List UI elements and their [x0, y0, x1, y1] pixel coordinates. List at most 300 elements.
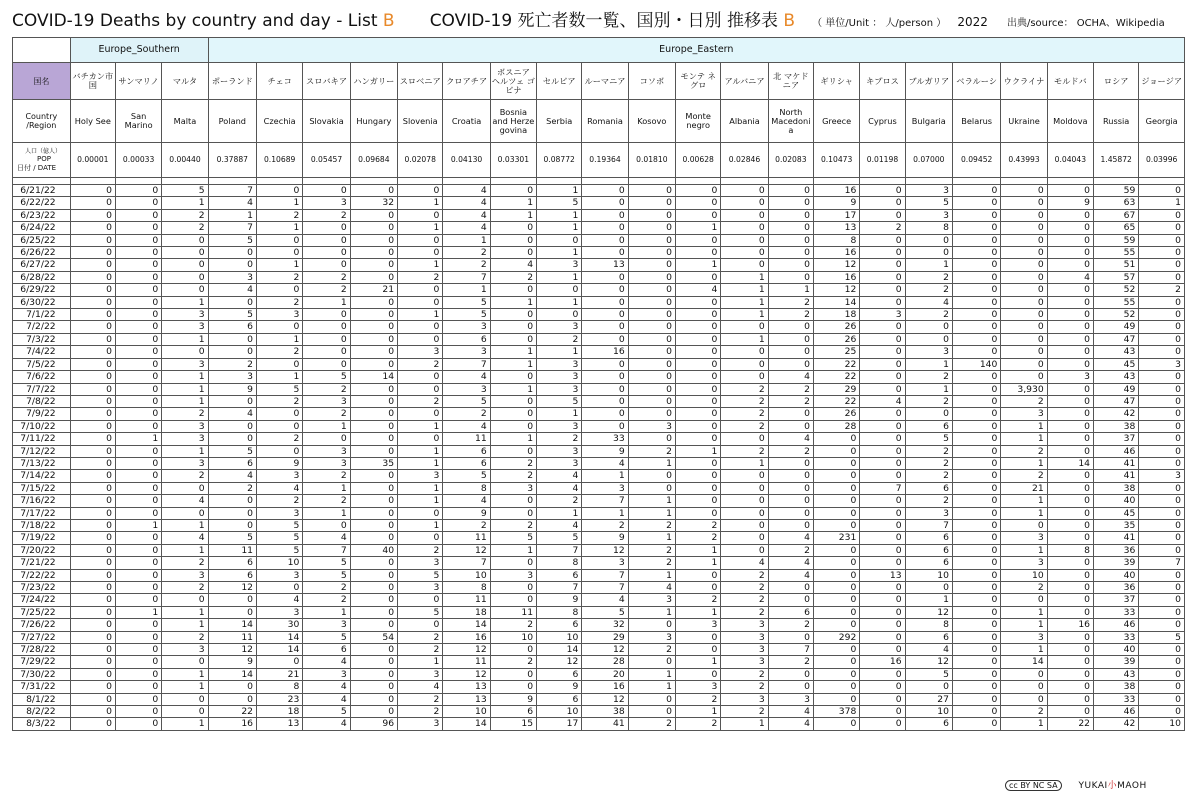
value-cell: 0	[721, 358, 768, 370]
value-cell: 4	[303, 532, 350, 544]
value-cell: 0	[70, 706, 115, 718]
value-cell: 7	[537, 582, 582, 594]
value-cell: 0	[952, 519, 1000, 531]
value-cell: 0	[628, 333, 675, 345]
value-cell: 0	[905, 681, 952, 693]
value-cell: 2	[768, 445, 813, 457]
value-cell: 1	[162, 333, 208, 345]
value-cell: 2	[303, 383, 350, 395]
value-cell: 4	[537, 482, 582, 494]
value-cell: 0	[70, 284, 115, 296]
value-cell: 2	[905, 457, 952, 469]
value-cell: 2	[721, 582, 768, 594]
value-cell: 0	[1047, 582, 1093, 594]
value-cell: 0	[721, 185, 768, 197]
value-cell: 0	[952, 321, 1000, 333]
value-cell: 2	[303, 271, 350, 283]
value-cell: 22	[208, 706, 256, 718]
value-cell: 0	[398, 247, 443, 259]
value-cell: 14	[1001, 656, 1047, 668]
value-cell: 1	[208, 209, 256, 221]
value-cell: 1	[490, 296, 536, 308]
corner-pop-label: 人口（億人）	[25, 148, 62, 155]
value-cell: 12	[582, 693, 628, 705]
value-cell: 14	[208, 619, 256, 631]
value-cell: 42	[1094, 718, 1139, 730]
value-cell: 1	[490, 346, 536, 358]
value-cell: 0	[70, 371, 115, 383]
value-cell: 2	[721, 706, 768, 718]
population-cell: 0.09452	[952, 143, 1000, 178]
value-cell: 0	[1139, 395, 1185, 407]
value-cell: 0	[70, 557, 115, 569]
value-cell: 0	[813, 644, 859, 656]
value-cell: 0	[1047, 433, 1093, 445]
country-en-cell: Moldova	[1047, 100, 1093, 143]
date-cell: 7/9/22	[13, 408, 71, 420]
value-cell: 0	[490, 582, 536, 594]
value-cell: 3	[303, 668, 350, 680]
country-en-cell: Ukraine	[1001, 100, 1047, 143]
value-cell: 0	[1139, 569, 1185, 581]
value-cell: 12	[813, 259, 859, 271]
value-cell: 0	[1047, 594, 1093, 606]
value-cell: 1	[490, 358, 536, 370]
population-cell: 0.10473	[813, 143, 859, 178]
value-cell: 0	[952, 644, 1000, 656]
table-row	[13, 495, 1185, 507]
value-cell: 0	[115, 333, 161, 345]
value-cell: 0	[490, 321, 536, 333]
value-cell: 0	[162, 706, 208, 718]
value-cell: 47	[1094, 395, 1139, 407]
value-cell: 13	[860, 569, 905, 581]
date-cell: 7/3/22	[13, 333, 71, 345]
value-cell: 2	[721, 569, 768, 581]
country-en-cell: Monte negro	[676, 100, 721, 143]
spacer-cell	[1047, 178, 1093, 185]
date-cell: 7/26/22	[13, 619, 71, 631]
value-cell: 1	[162, 681, 208, 693]
country-en-row	[13, 100, 1185, 143]
table-row	[13, 482, 1185, 494]
value-cell: 0	[628, 197, 675, 209]
value-cell: 4	[162, 532, 208, 544]
value-cell: 21	[1001, 482, 1047, 494]
value-cell: 0	[860, 185, 905, 197]
value-cell: 0	[952, 395, 1000, 407]
value-cell: 4	[768, 557, 813, 569]
population-cell: 0.02846	[721, 143, 768, 178]
value-cell: 0	[490, 445, 536, 457]
value-cell: 0	[1001, 222, 1047, 234]
value-cell: 0	[860, 420, 905, 432]
value-cell: 2	[721, 606, 768, 618]
value-cell: 43	[1094, 668, 1139, 680]
value-cell: 1	[490, 209, 536, 221]
value-cell: 2	[443, 408, 490, 420]
value-cell: 0	[813, 668, 859, 680]
value-cell: 0	[1139, 271, 1185, 283]
value-cell: 1	[1139, 197, 1185, 209]
value-cell: 2	[676, 532, 721, 544]
value-cell: 27	[905, 693, 952, 705]
value-cell: 0	[115, 309, 161, 321]
value-cell: 0	[676, 247, 721, 259]
value-cell: 2	[721, 681, 768, 693]
value-cell: 3	[582, 557, 628, 569]
value-cell: 0	[1139, 544, 1185, 556]
value-cell: 0	[490, 371, 536, 383]
value-cell: 0	[582, 395, 628, 407]
population-cell: 0.37887	[208, 143, 256, 178]
value-cell: 0	[1139, 222, 1185, 234]
value-cell: 0	[860, 519, 905, 531]
value-cell: 3	[303, 197, 350, 209]
value-cell: 0	[1139, 259, 1185, 271]
value-cell: 0	[490, 507, 536, 519]
value-cell: 0	[582, 420, 628, 432]
value-cell: 38	[1094, 482, 1139, 494]
value-cell: 1	[537, 296, 582, 308]
value-cell: 0	[257, 656, 303, 668]
value-cell: 0	[257, 445, 303, 457]
value-cell: 5	[303, 706, 350, 718]
value-cell: 1	[1001, 420, 1047, 432]
value-cell: 3	[162, 309, 208, 321]
date-cell: 8/2/22	[13, 706, 71, 718]
value-cell: 0	[628, 321, 675, 333]
value-cell: 14	[208, 668, 256, 680]
value-cell: 0	[1139, 371, 1185, 383]
value-cell: 43	[1094, 371, 1139, 383]
value-cell: 1	[398, 482, 443, 494]
value-cell: 0	[582, 333, 628, 345]
value-cell: 16	[582, 681, 628, 693]
country-en-cell: San Marino	[115, 100, 161, 143]
value-cell: 0	[350, 557, 397, 569]
value-cell: 0	[952, 681, 1000, 693]
value-cell: 11	[443, 656, 490, 668]
table-row	[13, 644, 1185, 656]
date-cell: 7/29/22	[13, 656, 71, 668]
country-jp-cell: バチカン市国	[70, 63, 115, 100]
value-cell: 0	[1139, 457, 1185, 469]
value-cell: 7	[582, 569, 628, 581]
value-cell: 37	[1094, 594, 1139, 606]
value-cell: 0	[582, 284, 628, 296]
value-cell: 0	[1139, 656, 1185, 668]
value-cell: 18	[257, 706, 303, 718]
country-en-cell: Albania	[721, 100, 768, 143]
value-cell: 0	[676, 271, 721, 283]
value-cell: 4	[443, 420, 490, 432]
value-cell: 12	[443, 544, 490, 556]
value-cell: 2	[398, 358, 443, 370]
value-cell: 0	[952, 619, 1000, 631]
value-cell: 0	[257, 582, 303, 594]
value-cell: 0	[905, 582, 952, 594]
value-cell: 2	[721, 668, 768, 680]
table-row	[13, 606, 1185, 618]
value-cell: 0	[537, 284, 582, 296]
date-cell: 6/25/22	[13, 234, 71, 246]
country-jp-cell: スロバキア	[303, 63, 350, 100]
value-cell: 3	[303, 445, 350, 457]
value-cell: 3	[162, 433, 208, 445]
value-cell: 1	[676, 606, 721, 618]
value-cell: 0	[115, 668, 161, 680]
value-cell: 0	[628, 185, 675, 197]
value-cell: 1	[628, 606, 675, 618]
value-cell: 96	[350, 718, 397, 730]
value-cell: 0	[162, 656, 208, 668]
value-cell: 28	[813, 420, 859, 432]
country-jp-cell: クロアチア	[443, 63, 490, 100]
value-cell: 1	[162, 718, 208, 730]
value-cell: 0	[70, 457, 115, 469]
value-cell: 7	[443, 271, 490, 283]
spacer-row	[13, 178, 1185, 185]
value-cell: 3	[162, 358, 208, 370]
value-cell: 0	[162, 247, 208, 259]
value-cell: 0	[582, 408, 628, 420]
country-jp-cell: モンテ ネグロ	[676, 63, 721, 100]
value-cell: 0	[1047, 296, 1093, 308]
value-cell: 5	[208, 309, 256, 321]
value-cell: 0	[676, 234, 721, 246]
value-cell: 2	[537, 495, 582, 507]
value-cell: 0	[115, 395, 161, 407]
table-row	[13, 544, 1185, 556]
value-cell: 3	[162, 420, 208, 432]
value-cell: 47	[1094, 333, 1139, 345]
value-cell: 1	[398, 457, 443, 469]
value-cell: 16	[1047, 619, 1093, 631]
value-cell: 0	[1001, 321, 1047, 333]
country-en-cell: Czechia	[257, 100, 303, 143]
country-en-cell: Croatia	[443, 100, 490, 143]
value-cell: 41	[582, 718, 628, 730]
date-cell: 7/17/22	[13, 507, 71, 519]
value-cell: 45	[1094, 358, 1139, 370]
value-cell: 7	[303, 544, 350, 556]
value-cell: 18	[443, 606, 490, 618]
value-cell: 0	[860, 457, 905, 469]
spacer-cell	[537, 178, 582, 185]
value-cell: 0	[768, 197, 813, 209]
value-cell: 46	[1094, 445, 1139, 457]
date-cell: 7/1/22	[13, 309, 71, 321]
value-cell: 0	[257, 234, 303, 246]
value-cell: 0	[115, 594, 161, 606]
value-cell: 3	[303, 395, 350, 407]
value-cell: 0	[70, 321, 115, 333]
value-cell: 4	[257, 482, 303, 494]
value-cell: 2	[905, 309, 952, 321]
value-cell: 0	[768, 582, 813, 594]
value-cell: 4	[628, 582, 675, 594]
country-jp-cell: ボスニア ヘルツェ ゴビナ	[490, 63, 536, 100]
spacer-cell	[443, 178, 490, 185]
value-cell: 0	[1047, 681, 1093, 693]
value-cell: 0	[115, 706, 161, 718]
population-cell: 0.10689	[257, 143, 303, 178]
date-cell: 6/28/22	[13, 271, 71, 283]
value-cell: 0	[676, 507, 721, 519]
table-row	[13, 284, 1185, 296]
value-cell: 55	[1094, 296, 1139, 308]
value-cell: 5	[257, 544, 303, 556]
value-cell: 2	[537, 333, 582, 345]
value-cell: 4	[905, 296, 952, 308]
value-cell: 3	[905, 209, 952, 221]
value-cell: 0	[813, 544, 859, 556]
value-cell: 0	[350, 519, 397, 531]
value-cell: 0	[1047, 333, 1093, 345]
value-cell: 2	[628, 445, 675, 457]
value-cell: 0	[303, 222, 350, 234]
value-cell: 0	[860, 495, 905, 507]
value-cell: 0	[350, 693, 397, 705]
value-cell: 6	[443, 457, 490, 469]
value-cell: 0	[1047, 209, 1093, 221]
value-cell: 0	[208, 259, 256, 271]
value-cell: 8	[443, 482, 490, 494]
value-cell: 0	[115, 346, 161, 358]
value-cell: 9	[582, 445, 628, 457]
value-cell: 49	[1094, 383, 1139, 395]
value-cell: 0	[1139, 247, 1185, 259]
value-cell: 0	[905, 247, 952, 259]
value-cell: 5	[905, 668, 952, 680]
region-row	[13, 38, 1185, 63]
country-jp-cell: ポーランド	[208, 63, 256, 100]
population-cell: 0.00033	[115, 143, 161, 178]
value-cell: 0	[350, 433, 397, 445]
value-cell: 0	[721, 222, 768, 234]
value-cell: 0	[1047, 445, 1093, 457]
value-cell: 1	[721, 296, 768, 308]
value-cell: 0	[162, 482, 208, 494]
corner-en-label: Country /Region	[13, 100, 71, 143]
value-cell: 2	[721, 395, 768, 407]
value-cell: 0	[952, 693, 1000, 705]
value-cell: 16	[443, 631, 490, 643]
value-cell: 5	[303, 557, 350, 569]
country-jp-cell: ベラルーシ	[952, 63, 1000, 100]
value-cell: 0	[860, 234, 905, 246]
value-cell: 0	[257, 185, 303, 197]
value-cell: 0	[721, 482, 768, 494]
spacer-cell	[13, 178, 71, 185]
value-cell: 1	[676, 222, 721, 234]
value-cell: 0	[768, 185, 813, 197]
value-cell: 1	[162, 383, 208, 395]
value-cell: 0	[721, 371, 768, 383]
value-cell: 14	[350, 371, 397, 383]
value-cell: 0	[860, 544, 905, 556]
value-cell: 1	[628, 495, 675, 507]
value-cell: 7	[208, 222, 256, 234]
value-cell: 3	[905, 185, 952, 197]
value-cell: 3	[537, 383, 582, 395]
value-cell: 0	[208, 519, 256, 531]
value-cell: 10	[1139, 718, 1185, 730]
value-cell: 0	[676, 185, 721, 197]
footer	[1005, 778, 1147, 791]
date-cell: 7/28/22	[13, 644, 71, 656]
value-cell: 4	[443, 222, 490, 234]
value-cell: 0	[676, 582, 721, 594]
value-cell: 22	[813, 395, 859, 407]
value-cell: 0	[1001, 594, 1047, 606]
value-cell: 231	[813, 532, 859, 544]
value-cell: 0	[1139, 309, 1185, 321]
value-cell: 0	[628, 259, 675, 271]
value-cell: 0	[860, 706, 905, 718]
value-cell: 2	[443, 247, 490, 259]
value-cell: 0	[628, 656, 675, 668]
value-cell: 3	[768, 693, 813, 705]
value-cell: 11	[208, 631, 256, 643]
country-jp-row	[13, 63, 1185, 100]
value-cell: 28	[582, 656, 628, 668]
value-cell: 3	[1047, 371, 1093, 383]
value-cell: 12	[905, 606, 952, 618]
value-cell: 1	[162, 197, 208, 209]
value-cell: 4	[443, 495, 490, 507]
value-cell: 1	[490, 544, 536, 556]
value-cell: 4	[443, 209, 490, 221]
value-cell: 0	[860, 358, 905, 370]
value-cell: 5	[208, 234, 256, 246]
value-cell: 3	[721, 693, 768, 705]
value-cell: 7	[768, 644, 813, 656]
value-cell: 0	[952, 718, 1000, 730]
value-cell: 0	[70, 495, 115, 507]
country-en-cell: Slovenia	[398, 100, 443, 143]
value-cell: 1	[162, 519, 208, 531]
value-cell: 3	[208, 271, 256, 283]
value-cell: 0	[768, 420, 813, 432]
value-cell: 21	[350, 284, 397, 296]
value-cell: 0	[1001, 309, 1047, 321]
value-cell: 2	[303, 209, 350, 221]
value-cell: 0	[208, 247, 256, 259]
country-en-cell: Bulgaria	[905, 100, 952, 143]
value-cell: 13	[443, 681, 490, 693]
value-cell: 39	[1094, 656, 1139, 668]
value-cell: 0	[721, 346, 768, 358]
value-cell: 4	[721, 557, 768, 569]
date-cell: 6/26/22	[13, 247, 71, 259]
spacer-cell	[208, 178, 256, 185]
value-cell: 0	[860, 209, 905, 221]
value-cell: 5	[303, 631, 350, 643]
value-cell: 0	[860, 693, 905, 705]
value-cell: 1	[398, 309, 443, 321]
table-row	[13, 457, 1185, 469]
value-cell: 0	[490, 668, 536, 680]
value-cell: 0	[398, 408, 443, 420]
value-cell: 63	[1094, 197, 1139, 209]
spacer-cell	[676, 178, 721, 185]
population-cell: 0.01810	[628, 143, 675, 178]
value-cell: 2	[162, 582, 208, 594]
value-cell: 1	[537, 247, 582, 259]
value-cell: 1	[721, 457, 768, 469]
